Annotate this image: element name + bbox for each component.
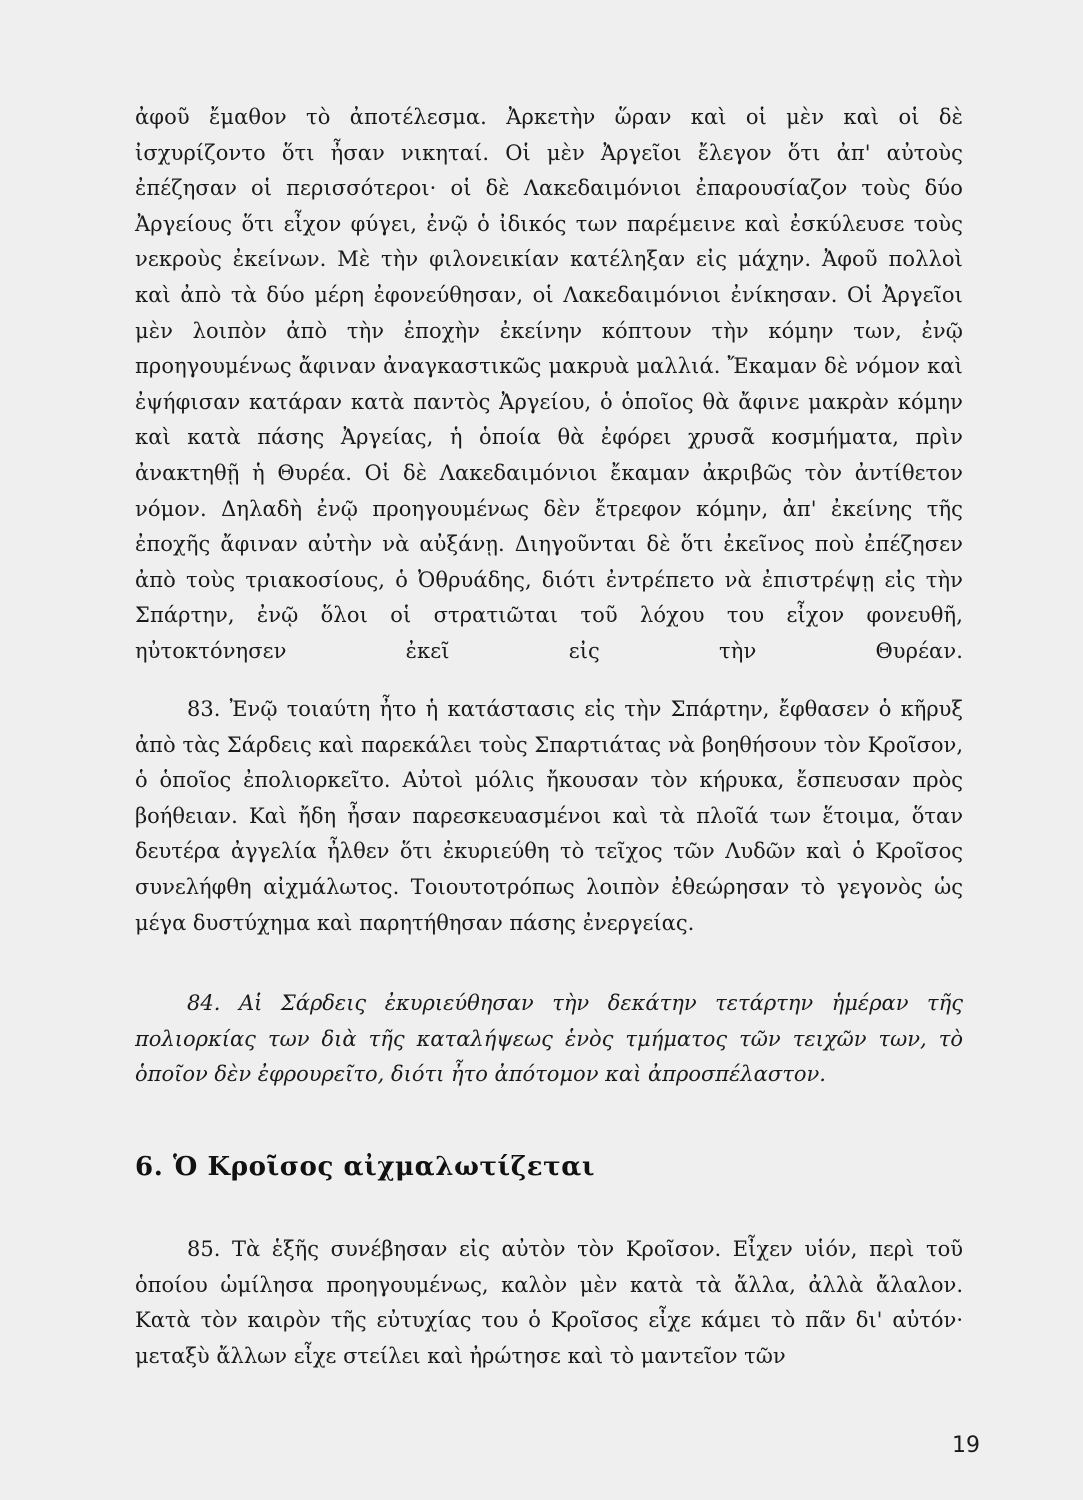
- paragraph-84: 84. Αἱ Σάρδεις ἐκυριεύθησαν τὴν δεκάτην τετάρτην ἡμέραν τῆς πολιορκίας των διὰ τῆς καταλήψεως ἑνὸς τμήματος τῶν τειχῶν των, τὸ ὁποῖον δὲν ἐφρουρεῖτο, διότι ἦτο ἀπότομον καὶ ἀπροσπέλαστον.: [135, 991, 963, 1087]
- paragraph-continuation: ἀφοῦ ἔμαθον τὸ ἀποτέλεσμα. Ἀρκετὴν ὥραν καὶ οἱ μὲν καὶ οἱ δὲ ἰσχυρίζοντο ὅτι ἦσαν νικηταί. Οἱ μὲν Ἀργεῖοι ἔλεγον ὅτι ἀπ' αὐτοὺς ἐπέζησαν οἱ περισσότεροι· οἱ δὲ Λακεδαιμόνιοι ἐπαρουσίαζον τοὺς δύο Ἀργείους ὅτι εἶχον φύγει, ἐνῷ ὁ ἰδικός των παρέμεινε καὶ ἐσκύλευσε τοὺς νεκροὺς ἐκείνων. Μὲ τὴν φιλονεικίαν κατέληξαν εἰς μάχην. Ἀφοῦ πολλοὶ καὶ ἀπὸ τὰ δύο μέρη ἐφονεύθησαν, οἱ Λακεδαιμόνιοι ἐνίκησαν. Οἱ Ἀργεῖοι μὲν λοιπὸν ἀπὸ τὴν ἐποχὴν ἐκείνην κόπτουν τὴν κόμην των, ἐνῷ προηγουμένως ἄφιναν ἀναγκαστικῶς μακρυὰ μαλλιά. Ἔκαμαν δὲ νόμον καὶ ἐψήφισαν κατάραν κατὰ παντὸς Ἀργείου, ὁ ὁποῖος θὰ ἄφινε μακρὰν κόμην καὶ κατὰ πάσης Ἀργείας, ἡ ὁποία θὰ ἐφόρει χρυσᾶ κοσμήματα, πρὶν ἀνακτηθῇ ἡ Θυρέα. Οἱ δὲ Λακεδαιμόνιοι ἔκαμαν ἀκριβῶς τὸν ἀντίθετον νόμον. Δηλαδὴ ἐνῷ προηγουμένως δὲν ἔτρεφον κόμην, ἀπ' ἐκείνης τῆς ἐποχῆς ἄφιναν αὐτὴν νὰ αὐξάνῃ. Διηγοῦνται δὲ ὅτι ἐκεῖνος ποὺ ἐπέζησεν ἀπὸ τοὺς τριακοσίους, ὁ Ὀθρυάδης, διότι ἐντρέπετο νὰ ἐπιστρέψῃ εἰς τὴν Σπάρτην, ἐνῷ ὅλοι οἱ στρατιῶται τοῦ λόχου του εἶχον φονευθῆ, ηὐτοκτόνησεν ἐκεῖ εἰς τὴν Θυρέαν.: [135, 105, 963, 663]
- section-heading: 6. Ὁ Κροῖσος αἰχμαλωτίζεται: [135, 1152, 596, 1182]
- paragraph-85: 85. Τὰ ἑξῆς συνέβησαν εἰς αὐτὸν τὸν Κροῖσον. Εἶχεν υἱόν, περὶ τοῦ ὁποίου ὡμίλησα προηγουμένως, καλὸν μὲν κατὰ τὰ ἄλλα, ἀλλὰ ἄλαλον. Κατὰ τὸν καιρὸν τῆς εὐτυχίας του ὁ Κροῖσος εἶχε κάμει τὸ πᾶν δι' αὐτόν· μεταξὺ ἄλλων εἶχε στείλει καὶ ἠρώτησε καὶ τὸ μαντεῖον τῶν: [135, 1237, 963, 1368]
- paragraph-83: 83. Ἐνῷ τοιαύτη ἦτο ἡ κατάστασις εἰς τὴν Σπάρτην, ἔφθασεν ὁ κῆρυξ ἀπὸ τὰς Σάρδεις καὶ παρεκάλει τοὺς Σπαρτιάτας νὰ βοηθήσουν τὸν Κροῖσον, ὁ ὁποῖος ἐπολιορκεῖτο. Αὐτοὶ μόλις ἤκουσαν τὸν κήρυκα, ἔσπευσαν πρὸς βοήθειαν. Καὶ ἤδη ἦσαν παρεσκευασμένοι καὶ τὰ πλοῖά των ἕτοιμα, ὅταν δευτέρα ἀγγελία ἦλθεν ὅτι ἐκυριεύθη τὸ τεῖχος τῶν Λυδῶν καὶ ὁ Κροῖσος συνελήφθη αἰχμάλωτος. Τοιουτοτρόπως λοιπὸν ἐθεώρησαν τὸ γεγονὸς ὡς μέγα δυστύχημα καὶ παρητήθησαν πάσης ἐνεργείας.: [135, 697, 963, 935]
- page-number: 19: [952, 1433, 980, 1458]
